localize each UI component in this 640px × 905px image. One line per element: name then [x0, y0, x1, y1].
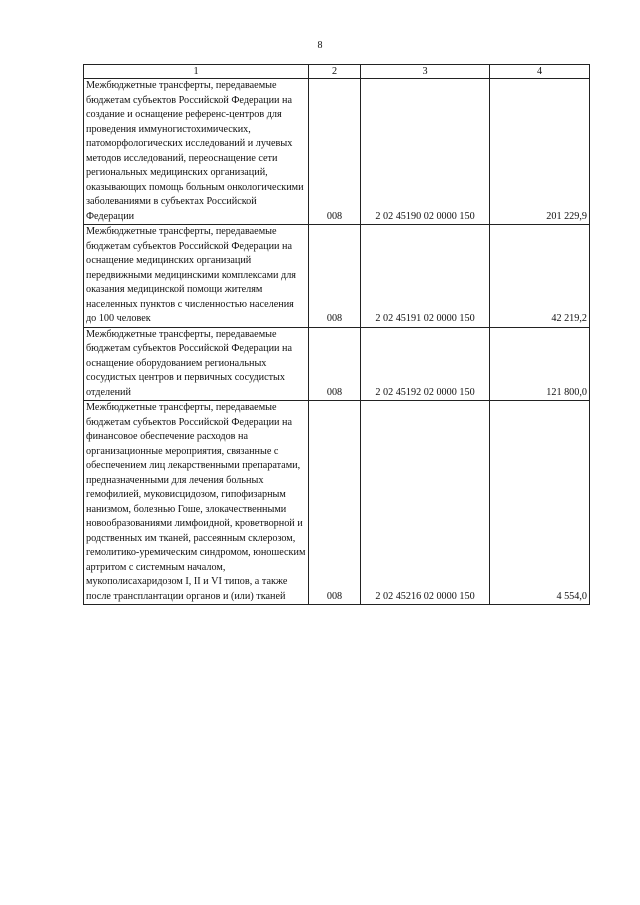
amount-cell: 4 554,0	[490, 401, 590, 605]
admin-code-cell: 008	[309, 401, 361, 605]
page-number: 8	[317, 40, 323, 51]
column-header: 1	[84, 65, 309, 79]
transfer-name-cell: Межбюджетные трансферты, передаваемые бюджетам субъектов Российской Федерации на создание и оснащение референс-центров для проведения иммуногистохимических, патоморфологических исследований и лучевых методов исследований, переоснащение сети региональных медицинских организаций, оказывающих помощь больным онкологическими заболеваниями в субъектах Российской Федерации	[84, 79, 309, 225]
admin-code-cell: 008	[309, 327, 361, 401]
admin-code-cell: 008	[309, 225, 361, 328]
table-row	[84, 79, 590, 225]
budget-classification-code-cell: 2 02 45216 02 0000 150	[361, 401, 490, 605]
budget-classification-code-cell: 2 02 45190 02 0000 150	[361, 79, 490, 225]
budget-classification-code-cell: 2 02 45192 02 0000 150	[361, 327, 490, 401]
amount-cell: 42 219,2	[490, 225, 590, 328]
column-header: 4	[490, 65, 590, 79]
budget-classification-code-cell: 2 02 45191 02 0000 150	[361, 225, 490, 328]
column-header: 3	[361, 65, 490, 79]
transfer-name-cell: Межбюджетные трансферты, передаваемые бюджетам субъектов Российской Федерации на оснащение медицинских организаций передвижными медицинскими комплексами для оказания медицинской помощи жителям населенных пунктов с численностью населения до 100 человек	[84, 225, 309, 328]
table-row	[84, 225, 590, 328]
amount-cell: 121 800,0	[490, 327, 590, 401]
transfer-name-cell: Межбюджетные трансферты, передаваемые бюджетам субъектов Российской Федерации на финансовое обеспечение расходов на организационные мероприятия, связанные с обеспечением лиц лекарственными препаратами, предназначенными для лечения больных гемофилией, муковисцидозом, гипофизарным нанизмом, болезнью Гоше, злокачественными новообразованиями лимфоидной, кроветворной и родственных им тканей, рассеянным склерозом, гемолитико-уремическим синдромом, юношеским артритом с системным началом, мукополисахаридозом I, II и VI типов, а также после трансплантации органов и (или) тканей	[84, 401, 309, 605]
budget-table	[83, 64, 590, 605]
table-row	[84, 327, 590, 401]
transfer-name-cell: Межбюджетные трансферты, передаваемые бюджетам субъектов Российской Федерации на оснащение оборудованием региональных сосудистых центров и первичных сосудистых отделений	[84, 327, 309, 401]
table-header-row	[84, 65, 590, 79]
admin-code-cell: 008	[309, 79, 361, 225]
column-header: 2	[309, 65, 361, 79]
table-row	[84, 401, 590, 605]
amount-cell: 201 229,9	[490, 79, 590, 225]
